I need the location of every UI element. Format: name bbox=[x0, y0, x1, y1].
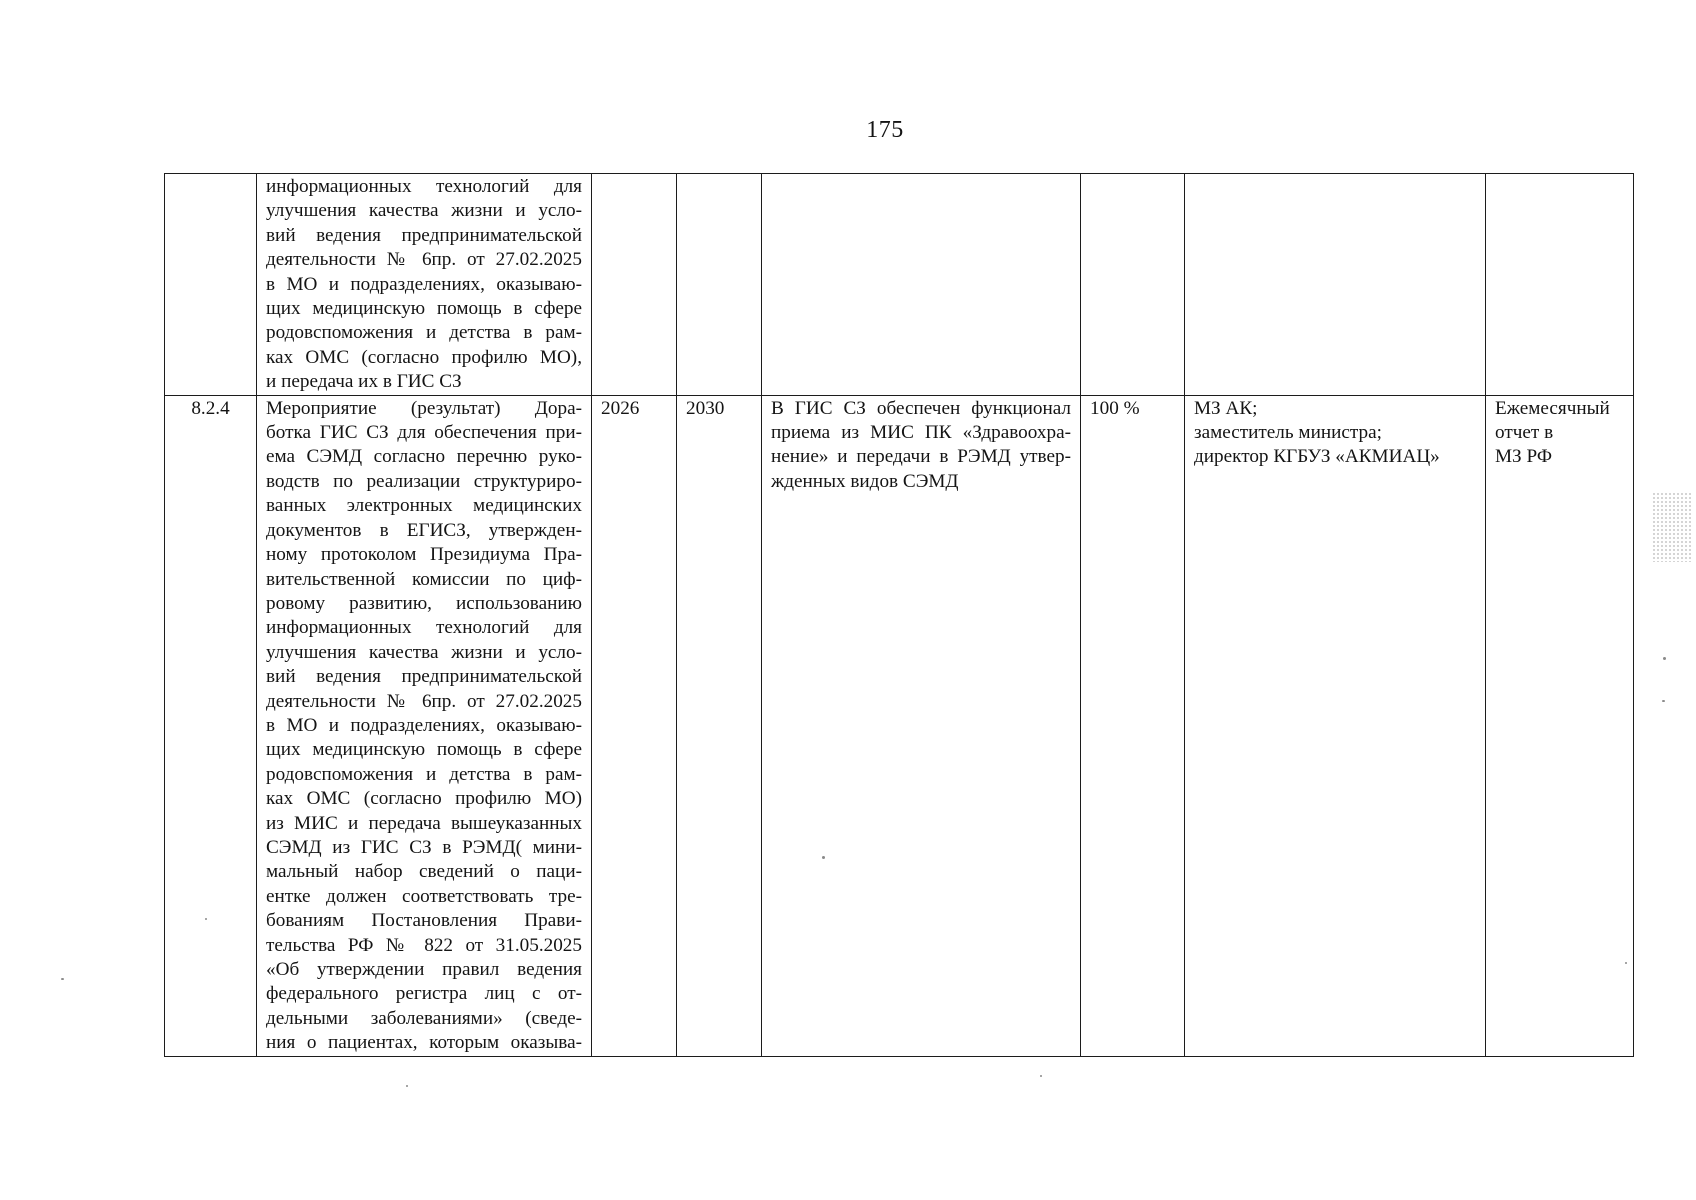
description-line: вий ведения предпринимательской bbox=[266, 224, 582, 246]
cell-number: 8.2.4 bbox=[165, 395, 257, 1056]
description-line: из МИС и передача вышеуказанных bbox=[266, 812, 582, 834]
description-line: вий ведения предпринимательской bbox=[266, 666, 582, 688]
description-line: деятельности № 6пр. от 27.02.2025 bbox=[266, 249, 582, 271]
description-line: в МО и подразделениях, оказываю- bbox=[266, 273, 582, 295]
description-line: ках ОМС (согласно профилю МО), bbox=[266, 346, 582, 368]
description-line: ровому развитию, использованию bbox=[266, 592, 582, 614]
report-line: МЗ РФ bbox=[1495, 446, 1552, 468]
result-line: жденных видов СЭМД bbox=[771, 470, 959, 492]
cell-result bbox=[762, 174, 1081, 396]
cell-start-year: 2026 bbox=[592, 395, 677, 1056]
scan-speck bbox=[822, 856, 825, 859]
description-line: и передача их в ГИС СЗ bbox=[266, 371, 462, 393]
cell-report bbox=[1486, 174, 1634, 396]
description-line: щих медицинскую помощь в сфере bbox=[266, 298, 582, 320]
description-line: информационных технологий для bbox=[266, 617, 582, 639]
cell-responsible bbox=[1185, 174, 1486, 396]
cell-description bbox=[257, 395, 592, 1056]
result-line: приема из МИС ПК «Здравоохра- bbox=[771, 422, 1071, 444]
description-line: тельства РФ № 822 от 31.05.2025 bbox=[266, 934, 582, 956]
scan-speck bbox=[406, 1085, 408, 1087]
measures-table bbox=[164, 173, 1634, 1057]
description-line: СЭМД из ГИС СЗ в РЭМД( мини- bbox=[266, 836, 582, 858]
scan-speck bbox=[1625, 962, 1627, 964]
description-line: деятельности № 6пр. от 27.02.2025 bbox=[266, 690, 582, 712]
description-line: в МО и подразделениях, оказываю- bbox=[266, 714, 582, 736]
description-line: мальный набор сведений о паци- bbox=[266, 861, 582, 883]
description-line: щих медицинскую помощь в сфере bbox=[266, 739, 582, 761]
description-line: ках ОМС (согласно профилю МО) bbox=[266, 788, 582, 810]
cell-result bbox=[762, 395, 1081, 1056]
responsible-line: директор КГБУЗ «АКМИАЦ» bbox=[1194, 446, 1440, 468]
description-line: ентке должен соответствовать тре- bbox=[266, 885, 582, 907]
cell-responsible bbox=[1185, 395, 1486, 1056]
description-line: Мероприятие (результат) Дора- bbox=[266, 397, 582, 419]
description-line: «Об утверждении правил ведения bbox=[266, 959, 582, 980]
cell-value: 100 % bbox=[1081, 395, 1185, 1056]
cell-report bbox=[1486, 395, 1634, 1056]
table-row-continuation bbox=[165, 174, 1634, 396]
page-number: 175 bbox=[866, 117, 904, 143]
description-line: ботка ГИС СЗ для обеспечения при- bbox=[266, 422, 582, 444]
scan-speck bbox=[1040, 1075, 1042, 1077]
cell-end-year: 2030 bbox=[677, 395, 762, 1056]
description-line: родовспоможения и детства в рам- bbox=[266, 322, 582, 344]
description-line: вительственной комиссии по циф- bbox=[266, 568, 582, 590]
description-line: ному протоколом Президиума Пра- bbox=[266, 544, 582, 566]
description-line: документов в ЕГИСЗ, утвержден- bbox=[266, 519, 582, 541]
description-line: федерального регистра лиц с от- bbox=[266, 983, 582, 1005]
cell-start-year bbox=[592, 174, 677, 396]
description-line: ния о пациентах, которым оказыва- bbox=[266, 1032, 582, 1054]
scan-speck bbox=[61, 978, 64, 980]
scan-speck bbox=[1662, 700, 1665, 702]
description-line: ема СЭМД согласно перечню руко- bbox=[266, 446, 582, 468]
scan-speck bbox=[1663, 657, 1666, 660]
description-line: дельными заболеваниями» (сведе- bbox=[266, 1007, 582, 1029]
result-line: В ГИС СЗ обеспечен функционал bbox=[771, 397, 1071, 419]
description-line: информационных технологий для bbox=[266, 176, 582, 197]
description-line: водств по реализации структуриро- bbox=[266, 470, 582, 492]
scan-smudge bbox=[1652, 492, 1692, 562]
scan-speck bbox=[205, 918, 207, 920]
table-row-8-2-4 bbox=[165, 395, 1634, 1056]
report-line: отчет в bbox=[1495, 422, 1554, 444]
result-line: нение» и передачи в РЭМД утвер- bbox=[771, 446, 1071, 468]
cell-value bbox=[1081, 174, 1185, 396]
description-line: бованиям Постановления Прави- bbox=[266, 910, 582, 932]
description-line: родовспоможения и детства в рам- bbox=[266, 763, 582, 785]
cell-number bbox=[165, 174, 257, 396]
description-line: улучшения качества жизни и усло- bbox=[266, 641, 582, 663]
description-line: улучшения качества жизни и усло- bbox=[266, 200, 582, 222]
responsible-line: заместитель министра; bbox=[1194, 422, 1382, 444]
cell-description bbox=[257, 174, 592, 396]
report-line: Ежемесячный bbox=[1495, 397, 1610, 419]
cell-end-year bbox=[677, 174, 762, 396]
description-line: ванных электронных медицинских bbox=[266, 495, 582, 517]
responsible-line: МЗ АК; bbox=[1194, 397, 1258, 419]
